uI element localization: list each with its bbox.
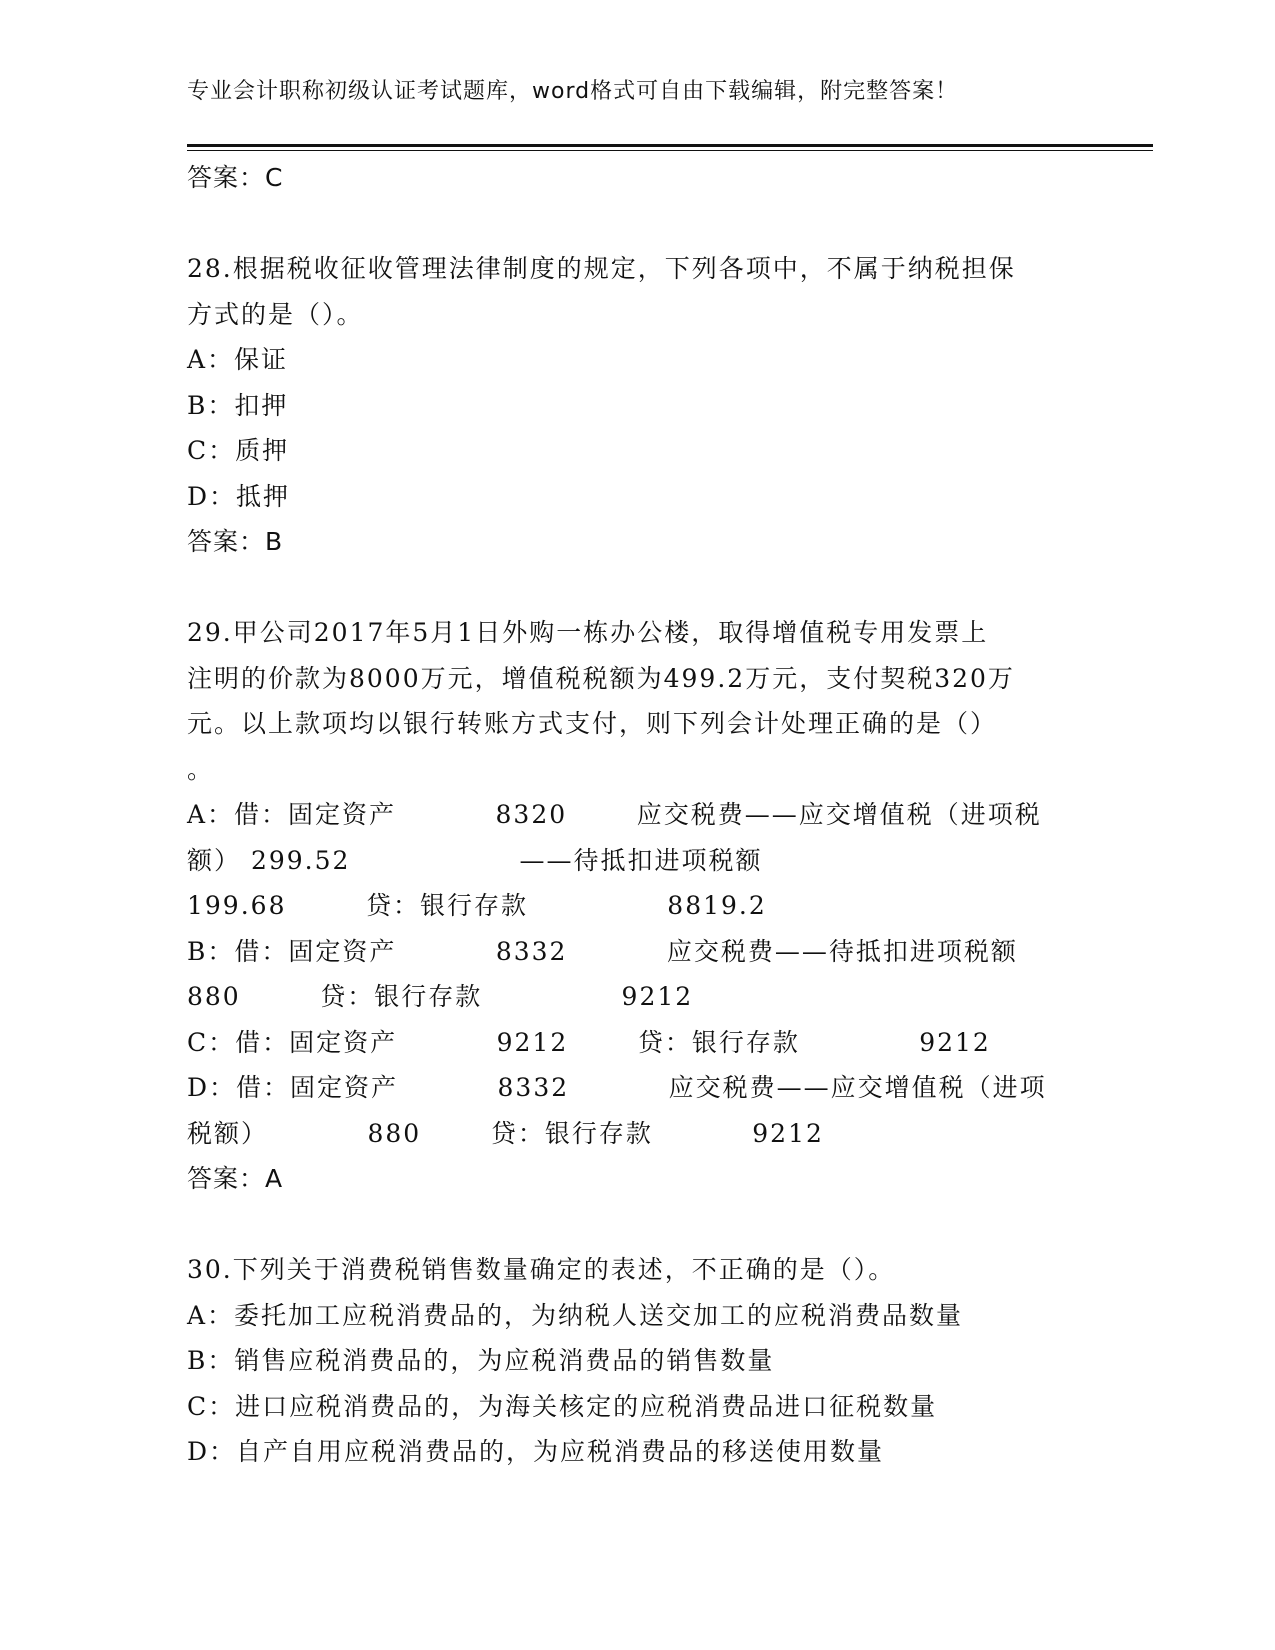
question-29-option-a-line-3: 199.68 贷：银行存款 8819.2 bbox=[187, 891, 767, 920]
question-29 bbox=[187, 610, 1087, 1202]
question-30-option-b: B：销售应税消费品的，为应税消费品的销售数量 bbox=[187, 1346, 775, 1375]
question-29-option-a-line-2: 额） 299.52 ——待抵扣进项税额 bbox=[187, 845, 763, 875]
question-28-option-c: C：质押 bbox=[187, 436, 290, 465]
question-30-line-1: 30.下列关于消费税销售数量确定的表述，不正确的是（）。 bbox=[187, 1255, 896, 1284]
answer-previous: 答案：C bbox=[187, 163, 284, 192]
question-28-option-a: A：保证 bbox=[187, 345, 289, 374]
question-29-option-c: C：借：固定资产 9212 贷：银行存款 9212 bbox=[187, 1027, 991, 1057]
question-29-option-b-line-1: B：借：固定资产 8332 应交税费——待抵扣进项税额 bbox=[187, 936, 1018, 966]
question-29-line-2: 注明的价款为8000万元，增值税税额为499.2万元，支付契税320万 bbox=[187, 663, 1015, 693]
spacer bbox=[187, 565, 1087, 611]
document-body bbox=[187, 155, 1087, 1475]
question-29-option-d-line-2: 税额） 880 贷：银行存款 9212 bbox=[187, 1118, 824, 1148]
question-28-line-2: 方式的是（）。 bbox=[187, 299, 364, 329]
question-30-option-c: C：进口应税消费品的，为海关核定的应税消费品进口征税数量 bbox=[187, 1391, 938, 1421]
question-28 bbox=[187, 246, 1087, 565]
question-30-option-d: D：自产自用应税消费品的，为应税消费品的移送使用数量 bbox=[187, 1437, 885, 1466]
question-29-line-3: 元。以上款项均以银行转账方式支付，则下列会计处理正确的是（） bbox=[187, 709, 998, 738]
question-29-answer: 答案：A bbox=[187, 1164, 284, 1193]
question-28-option-d: D：抵押 bbox=[187, 481, 291, 511]
question-29-option-a-line-1: A：借：固定资产 8320 应交税费——应交增值税（进项税 bbox=[187, 800, 1042, 829]
spacer bbox=[187, 201, 1087, 247]
question-29-line-1: 29.甲公司2017年5月1日外购一栋办公楼，取得增值税专用发票上 bbox=[187, 618, 989, 647]
question-28-option-b: B：扣押 bbox=[187, 390, 289, 420]
header-rule-thick bbox=[187, 144, 1153, 147]
page-header: 专业会计职称初级认证考试题库，word格式可自由下载编辑，附完整答案！ bbox=[187, 79, 959, 104]
question-29-option-b-line-2: 880 贷：银行存款 9212 bbox=[187, 982, 694, 1011]
header-rule-thin bbox=[187, 150, 1153, 151]
question-28-answer: 答案：B bbox=[187, 527, 284, 556]
question-30-option-a: A：委托加工应税消费品的，为纳税人送交加工的应税消费品数量 bbox=[187, 1300, 964, 1330]
question-29-option-d-line-1: D：借：固定资产 8332 应交税费——应交增值税（进项 bbox=[187, 1073, 1047, 1102]
spacer bbox=[187, 1202, 1087, 1248]
question-28-line-1: 28.根据税收征收管理法律制度的规定，下列各项中，不属于纳税担保 bbox=[187, 254, 1016, 283]
question-29-line-4: 。 bbox=[187, 754, 215, 784]
question-30 bbox=[187, 1247, 1087, 1475]
